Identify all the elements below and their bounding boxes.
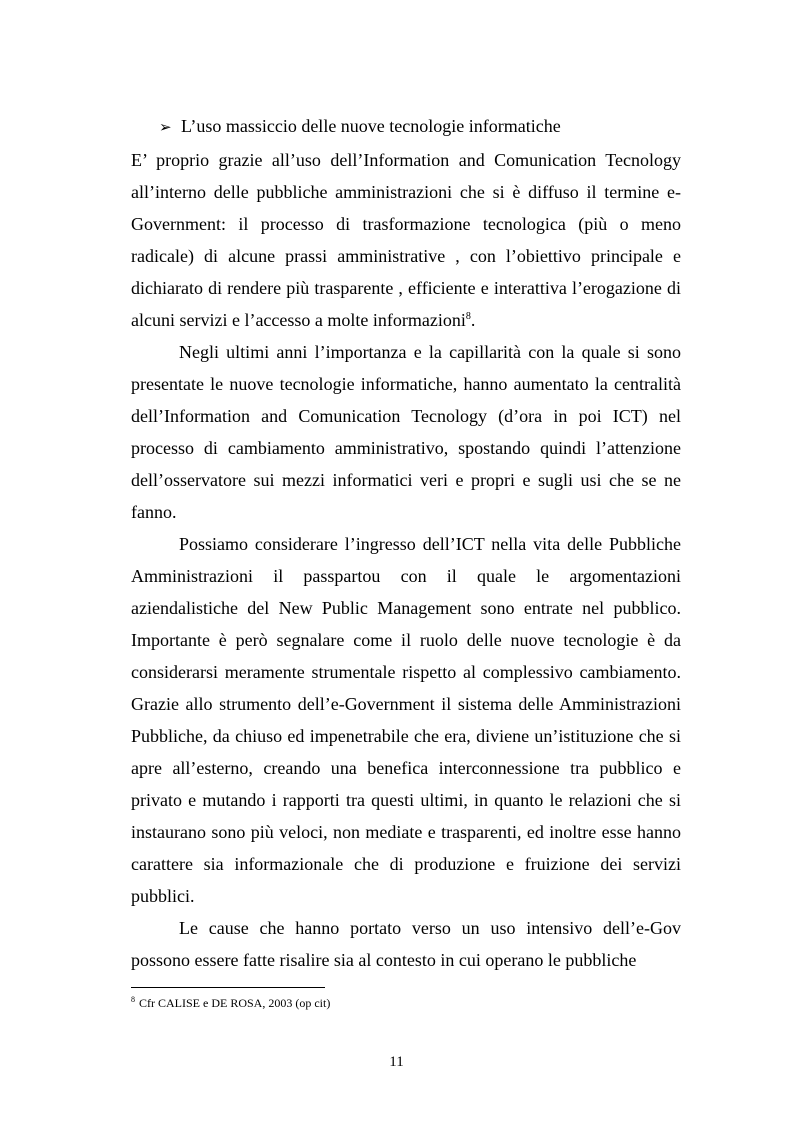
paragraph-3: Possiamo considerare l’ingresso dell’ICT nella vita delle Pubbliche Amministrazioni il passpartou con il quale le argomentazioni aziendalistiche del New Public Management sono entrate nel pubblico. Importante è però segnalare come il ruolo delle nuove tecnologie è da considerarsi meramente strumentale rispetto al complessivo cambiamento. Grazie allo strumento dell’e-Government il sistema delle Amministrazioni Pubbliche, da chiuso ed impenetrabile che era, diviene un’istituzione che si apre all’esterno, creando una benefica interconnessione tra pubblico e privato e mutando i rapporti tra questi ultimi, in quanto le relazioni che si instaurano sono più veloci, non mediate e trasparenti, ed inoltre esse hanno carattere sia informazionale che di produzione e fruizione dei servizi pubblici.	[131, 534, 681, 906]
paragraph-4: Le cause che hanno portato verso un uso intensivo dell’e-Gov possono essere fatte risalire sia al contesto in cui operano le pubbliche	[131, 918, 681, 970]
footnote-separator	[131, 987, 325, 988]
paragraph-1-end: .	[470, 310, 476, 330]
footnote-text: Cfr CALISE e DE ROSA, 2003 (op cit)	[139, 996, 331, 1010]
page-number: 11	[389, 1054, 404, 1070]
footnote	[131, 995, 681, 1011]
bullet-heading	[131, 110, 681, 144]
footnote-number: 8	[131, 995, 135, 1004]
body-text	[131, 110, 681, 976]
footnote-reference[interactable]: 8	[465, 311, 471, 322]
paragraph-1	[131, 144, 681, 336]
paragraph-1-text: E’ proprio grazie all’uso dell’Information and Comunication Tecnology all’interno delle pubbliche amministrazioni che si è diffuso il termine e-Government: il processo di trasformazione tecnologica (più o meno radicale) di alcune prassi amministrative , con l’obiettivo principale e dichiarato di rendere più trasparente , efficiente e interattiva l’erogazione di alcuni servizi e l’accesso a molte informazioni	[131, 150, 681, 330]
arrow-bullet-icon: ➢	[159, 120, 172, 136]
bullet-heading-text: L’uso massiccio delle nuove tecnologie informatiche	[181, 116, 561, 136]
paragraph-2: Negli ultimi anni l’importanza e la capillarità con la quale si sono presentate le nuove tecnologie informatiche, hanno aumentato la centralità dell’Information and Comunication Tecnology (d’ora in poi ICT) nel processo di cambiamento amministrativo, spostando quindi l’attenzione dell’osservatore sui mezzi informatici veri e propri e sugli usi che se ne fanno.	[131, 342, 681, 522]
